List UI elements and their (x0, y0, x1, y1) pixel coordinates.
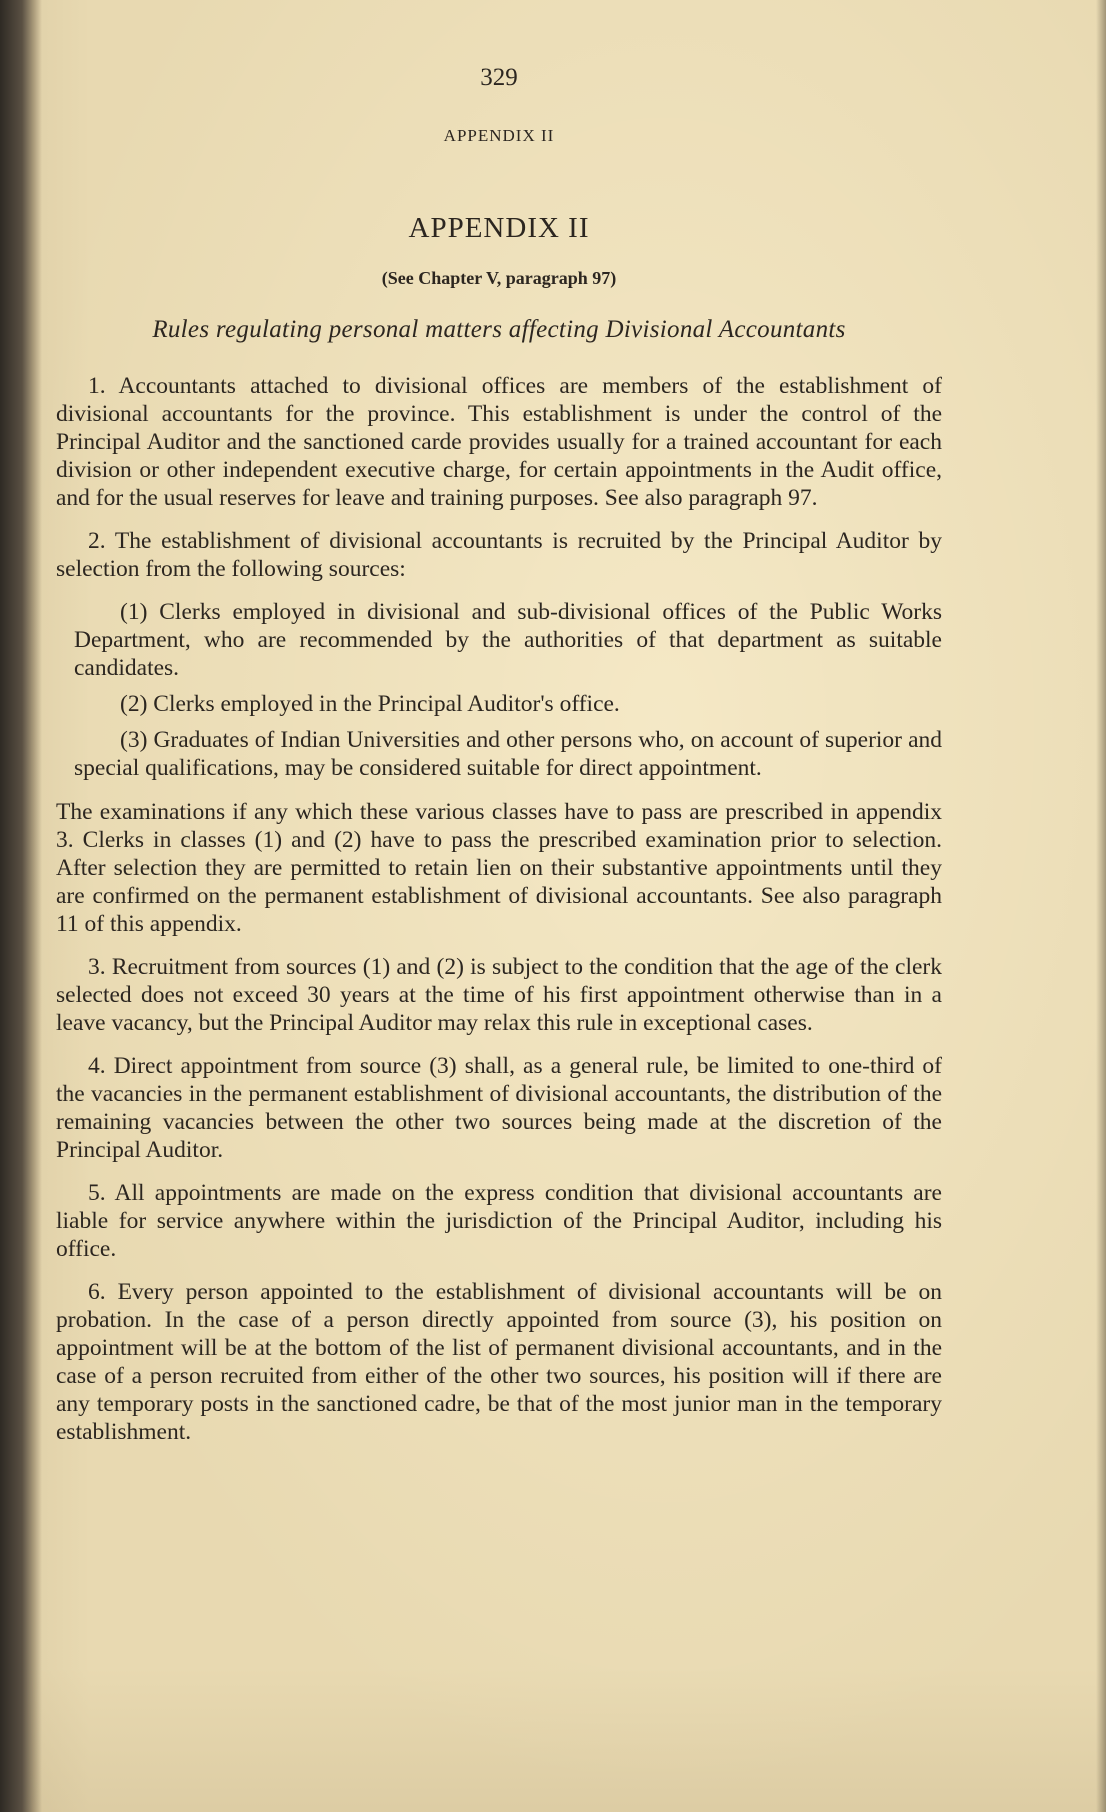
source-2: (2) Clerks employed in the Principal Auditor's office. (120, 691, 620, 717)
paragraph-2: 2. The establishment of divisional accountants is recruited by the Principal Auditor by selection from the following sources: (56, 528, 942, 582)
paragraph-5: 5. All appointments are made on the express condition that divisional accountants are liable for service anywhere within the jurisdiction of the Principal Auditor, including his office. (56, 1180, 942, 1262)
rules-title: Rules regulating personal matters affecting Divisional Accountants (152, 316, 846, 343)
running-head: APPENDIX II (443, 126, 555, 145)
paragraph-3: 3. Recruitment from sources (1) and (2) is subject to the condition that the age of the clerk selected does not exceed 30 years at the time of his first appointment otherwise than in a leave vacancy, but the Principal Auditor may relax this rule in exceptional cases. (56, 954, 942, 1036)
paragraph-6: 6. Every person appointed to the establishment of divisional accountants will be on probation. In the case of a person directly appointed from source (3), his position on appointment will be at the bottom of the list of permanent divisional accountants, and in the case of a person recruited from either of the other two sources, his position will if there are any temporary posts in the sanctioned cadre, be that of the most junior man in the temporary establishment. (56, 1279, 942, 1445)
appendix-body (56, 372, 942, 1461)
source-3: (3) Graduates of Indian Universities and other persons who, on account of superior and special qualifications, may be considered suitable for direct appointment. (74, 727, 942, 781)
page-number: 329 (480, 64, 518, 91)
appendix-title: APPENDIX II (408, 212, 590, 244)
binding-shadow (0, 0, 42, 1812)
paragraph-4: 4. Direct appointment from source (3) shall, as a general rule, be limited to one-third of the vacancies in the permanent establishment of divisional accountants, the distribution of the remaining vacancies between the other two sources being made at the discretion of the Principal Auditor. (56, 1053, 942, 1163)
examinations-paragraph: The examinations if any which these various classes have to pass are prescribed in appendix 3. Clerks in classes (1) and (2) have to pass the prescribed examination prior to selection. After selection they are permitted to retain lien on their substantive appointments until they are confirmed on the permanent establishment of divisional accountants. See also paragraph 11 of this appendix. (56, 799, 942, 937)
paragraph-1: 1. Accountants attached to divisional offices are members of the establishment of divisional accountants for the province. This establishment is under the control of the Principal Auditor and the sanctioned carde provides usually for a trained accountant for each division or other independent executive charge, for certain appointments in the Audit office, and for the usual reserves for leave and training purposes. See also paragraph 97. (56, 373, 942, 511)
page-edge-shadow (1096, 0, 1106, 1812)
chapter-reference: (See Chapter V, paragraph 97) (381, 268, 617, 288)
source-1: (1) Clerks employed in divisional and sub-divisional offices of the Public Works Department, who are recommended by the authorities of that department as suitable candidates. (74, 599, 942, 681)
